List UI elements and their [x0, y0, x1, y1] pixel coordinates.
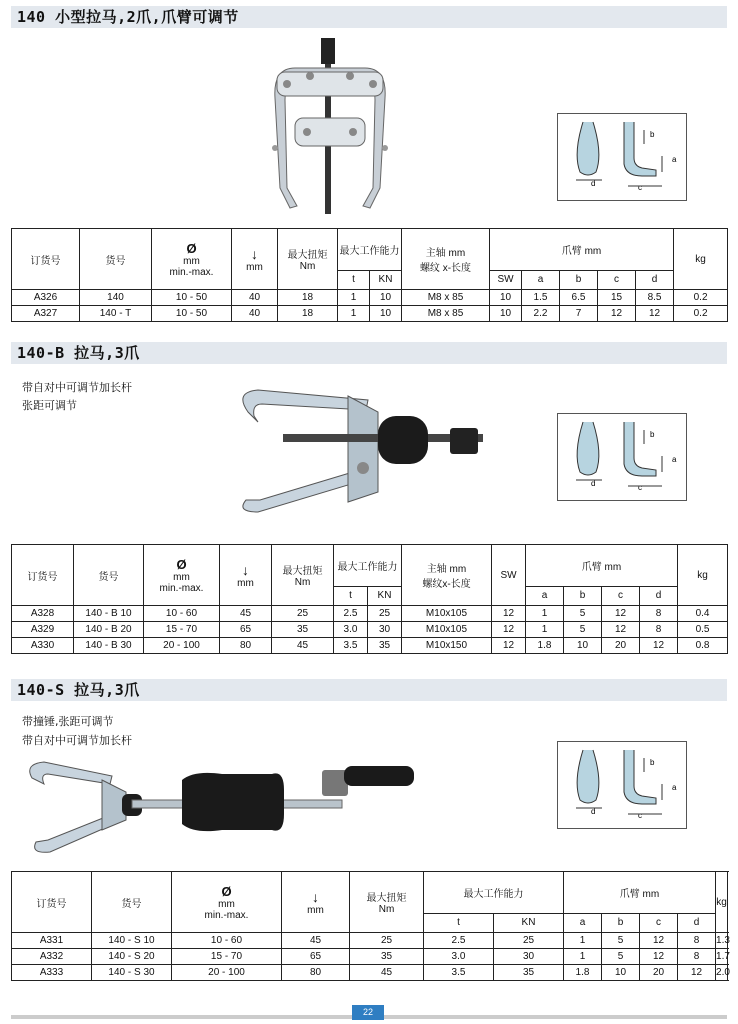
- page-number: 22: [352, 1005, 384, 1020]
- note-line: 带自对中可调节加长杆: [22, 734, 132, 747]
- header-arm: 爪臂 mm: [490, 229, 674, 271]
- table-row: [12, 638, 728, 654]
- table-cell: 80: [220, 638, 272, 654]
- header-capacity: 最大工作能力: [338, 229, 402, 271]
- header-length: [232, 229, 278, 290]
- note-line: 带撞锤,张距可调节: [22, 715, 114, 728]
- table-cell: 45: [282, 933, 350, 949]
- header-kg: kg: [674, 229, 728, 290]
- table-cell: 2.2: [522, 306, 560, 322]
- header-order: 订货号: [12, 872, 92, 933]
- section-title-140b: 140-B 拉马,3爪: [11, 342, 727, 364]
- table-cell: 18: [278, 306, 338, 322]
- table-cell: 12: [602, 606, 640, 622]
- table-row: [12, 933, 728, 949]
- section-title-140: 140 小型拉马,2爪,爪臂可调节: [11, 6, 727, 28]
- diagram-label-d: d: [591, 807, 596, 816]
- table-cell: 10: [490, 306, 522, 322]
- table-cell: 10 - 50: [152, 290, 232, 306]
- table-row: [12, 949, 728, 965]
- table-cell: 140 - S 20: [92, 949, 172, 965]
- spec-table-140s: [11, 871, 728, 981]
- table-cell: 140 - S 30: [92, 965, 172, 981]
- table-cell: 35: [350, 949, 424, 965]
- down-arrow-icon: ↓: [312, 888, 319, 905]
- table-cell: 140 - B 20: [74, 622, 144, 638]
- diameter-symbol: Ø: [221, 883, 232, 899]
- table-cell: A328: [12, 606, 74, 622]
- table-cell: 40: [232, 306, 278, 322]
- header-arm: 爪臂 mm: [564, 872, 716, 914]
- header-diameter: [152, 229, 232, 290]
- header-torque: 最大扭矩 Nm: [272, 545, 334, 606]
- jaw-dimension-diagram-1: [557, 113, 687, 201]
- table-cell: t: [424, 913, 494, 932]
- table-cell: 2.5: [424, 933, 494, 949]
- table-cell: 35: [368, 638, 402, 654]
- table-cell: 15: [598, 290, 636, 306]
- header-order: 订货号: [12, 229, 80, 290]
- table-cell: 20 - 100: [144, 638, 220, 654]
- diameter-symbol: Ø: [176, 556, 187, 572]
- section-title-140s: 140-S 拉马,3爪: [11, 679, 727, 701]
- slide-hammer-puller-image: [22, 750, 422, 858]
- header-order: 订货号: [12, 545, 74, 606]
- table-cell: 8: [640, 606, 678, 622]
- diagram-label-b: b: [650, 430, 655, 439]
- table-cell: A327: [12, 306, 80, 322]
- note-line: 张距可调节: [22, 399, 77, 412]
- table-cell: 1.7: [716, 949, 728, 965]
- table-cell: 140 - B 10: [74, 606, 144, 622]
- table-cell: 1: [564, 949, 602, 965]
- table-cell: 140: [80, 290, 152, 306]
- header-capacity: 最大工作能力: [424, 872, 564, 914]
- table-cell: 10: [564, 638, 602, 654]
- table-cell: 12: [598, 306, 636, 322]
- table-cell: 0.2: [674, 290, 728, 306]
- table-cell: d: [678, 913, 716, 932]
- table-cell: 1: [526, 622, 564, 638]
- table-cell: c: [640, 913, 678, 932]
- table-cell: 12: [640, 638, 678, 654]
- diagram-label-a: a: [672, 783, 677, 792]
- table-cell: 10: [490, 290, 522, 306]
- table-cell: 10 - 60: [144, 606, 220, 622]
- table-cell: 0.2: [674, 306, 728, 322]
- table-cell: 1: [338, 306, 370, 322]
- diagram-label-b: b: [650, 758, 655, 767]
- table-cell: d: [640, 586, 678, 605]
- table-row: [12, 290, 728, 306]
- header-spindle: 主轴 mm 螺纹x-长度: [402, 545, 492, 606]
- table-cell: 6.5: [560, 290, 598, 306]
- table-cell: 3.0: [424, 949, 494, 965]
- table-cell: A333: [12, 965, 92, 981]
- table-cell: KN: [370, 270, 402, 289]
- table-cell: 20: [602, 638, 640, 654]
- table-cell: KN: [368, 586, 402, 605]
- table-cell: b: [602, 913, 640, 932]
- diagram-label-c: c: [638, 811, 642, 820]
- table-cell: d: [636, 270, 674, 289]
- table-cell: M8 x 85: [402, 290, 490, 306]
- table-cell: 140 - T: [80, 306, 152, 322]
- table-cell: 65: [282, 949, 350, 965]
- table-cell: 1: [526, 606, 564, 622]
- header-diameter: Ø mm min.-max.: [172, 872, 282, 933]
- header-part: 货号: [92, 872, 172, 933]
- down-arrow-icon: ↓: [251, 245, 258, 262]
- header-length-unit: mm: [246, 261, 263, 273]
- header-minmax: min.-max.: [169, 266, 214, 278]
- table-cell: A326: [12, 290, 80, 306]
- table-cell: KN: [494, 913, 564, 932]
- table-cell: 20: [640, 965, 678, 981]
- table-cell: 15 - 70: [172, 949, 282, 965]
- table-cell: c: [602, 586, 640, 605]
- header-sw: SW: [492, 545, 526, 606]
- table-row: [12, 306, 728, 322]
- header-arm: 爪臂 mm: [526, 545, 678, 587]
- table-cell: 12: [492, 622, 526, 638]
- table-cell: 2.0: [716, 965, 728, 981]
- table-cell: 65: [220, 622, 272, 638]
- table-cell: M10x105: [402, 606, 492, 622]
- table-cell: 45: [350, 965, 424, 981]
- table-cell: 5: [564, 622, 602, 638]
- table-cell: 1.8: [564, 965, 602, 981]
- diameter-symbol: Ø: [186, 240, 197, 256]
- table-cell: b: [564, 586, 602, 605]
- table-cell: 12: [636, 306, 674, 322]
- table-cell: 10: [370, 290, 402, 306]
- table-cell: 20 - 100: [172, 965, 282, 981]
- jaw-dimension-diagram-3: [557, 741, 687, 829]
- table-cell: 12: [602, 622, 640, 638]
- header-kg: kg: [716, 872, 728, 933]
- table-cell: 12: [640, 949, 678, 965]
- table-cell: 12: [678, 965, 716, 981]
- table-cell: 140 - B 30: [74, 638, 144, 654]
- table-cell: 10 - 60: [172, 933, 282, 949]
- table-cell: 12: [492, 638, 526, 654]
- diagram-label-d: d: [591, 179, 596, 188]
- header-part: 货号: [74, 545, 144, 606]
- table-cell: 5: [602, 949, 640, 965]
- table-cell: 2.5: [334, 606, 368, 622]
- table-cell: 5: [602, 933, 640, 949]
- note-line: 带自对中可调节加长杆: [22, 381, 132, 394]
- table-cell: M8 x 85: [402, 306, 490, 322]
- table-cell: 25: [350, 933, 424, 949]
- table-row: [12, 622, 728, 638]
- header-kg: kg: [678, 545, 728, 606]
- diagram-label-d: d: [591, 479, 596, 488]
- table-cell: 30: [494, 949, 564, 965]
- table-cell: 25: [494, 933, 564, 949]
- table-cell: A331: [12, 933, 92, 949]
- table-row: [12, 965, 728, 981]
- diagram-label-a: a: [672, 455, 677, 464]
- table-cell: SW: [490, 270, 522, 289]
- table-cell: 25: [272, 606, 334, 622]
- header-part: 货号: [80, 229, 152, 290]
- table-cell: b: [560, 270, 598, 289]
- header-torque: 最大扭矩 Nm: [278, 229, 338, 290]
- table-cell: 25: [368, 606, 402, 622]
- table-cell: 8: [640, 622, 678, 638]
- jaw-dimension-diagram-2: [557, 413, 687, 501]
- table-cell: 35: [272, 622, 334, 638]
- table-cell: 15 - 70: [144, 622, 220, 638]
- table-cell: 12: [640, 933, 678, 949]
- table-cell: 10: [602, 965, 640, 981]
- table-cell: 8.5: [636, 290, 674, 306]
- diagram-label-a: a: [672, 155, 677, 164]
- table-cell: 1.8: [526, 638, 564, 654]
- table-cell: 5: [564, 606, 602, 622]
- table-cell: 3.5: [334, 638, 368, 654]
- table-cell: M10x150: [402, 638, 492, 654]
- table-cell: 30: [368, 622, 402, 638]
- header-capacity: 最大工作能力: [334, 545, 402, 587]
- table-cell: 10: [370, 306, 402, 322]
- three-jaw-puller-image: [228, 382, 488, 518]
- table-cell: 45: [220, 606, 272, 622]
- table-cell: A332: [12, 949, 92, 965]
- down-arrow-icon: ↓: [242, 561, 249, 578]
- table-cell: 0.8: [678, 638, 728, 654]
- header-diameter: Ø mm min.-max.: [144, 545, 220, 606]
- diagram-label-c: c: [638, 483, 642, 492]
- header-length: ↓ mm: [220, 545, 272, 606]
- table-cell: 1.3: [716, 933, 728, 949]
- table-cell: a: [526, 586, 564, 605]
- table-cell: t: [338, 270, 370, 289]
- table-cell: 3.0: [334, 622, 368, 638]
- header-spindle: 主轴 mm 螺纹 x-长度: [402, 229, 490, 290]
- table-cell: 7: [560, 306, 598, 322]
- header-length: ↓ mm: [282, 872, 350, 933]
- table-cell: 140 - S 10: [92, 933, 172, 949]
- table-cell: A329: [12, 622, 74, 638]
- table-cell: t: [334, 586, 368, 605]
- table-cell: 1: [338, 290, 370, 306]
- table-cell: 0.5: [678, 622, 728, 638]
- table-cell: a: [564, 913, 602, 932]
- table-cell: 12: [492, 606, 526, 622]
- spec-table-140: [11, 228, 728, 322]
- table-cell: 3.5: [424, 965, 494, 981]
- table-cell: 45: [272, 638, 334, 654]
- diagram-label-c: c: [638, 183, 642, 192]
- table-cell: 1: [564, 933, 602, 949]
- table-cell: c: [598, 270, 636, 289]
- table-row: [12, 606, 728, 622]
- table-cell: 8: [678, 933, 716, 949]
- table-cell: 40: [232, 290, 278, 306]
- table-cell: 35: [494, 965, 564, 981]
- table-cell: 80: [282, 965, 350, 981]
- header-torque: 最大扭矩 Nm: [350, 872, 424, 933]
- table-cell: a: [522, 270, 560, 289]
- table-cell: 1.5: [522, 290, 560, 306]
- spec-table-140b: [11, 544, 728, 654]
- diagram-label-b: b: [650, 130, 655, 139]
- header-mm: mm: [183, 255, 200, 267]
- table-cell: 10 - 50: [152, 306, 232, 322]
- table-cell: M10x105: [402, 622, 492, 638]
- two-jaw-puller-image: [255, 38, 405, 218]
- table-cell: 0.4: [678, 606, 728, 622]
- table-cell: 8: [678, 949, 716, 965]
- table-cell: A330: [12, 638, 74, 654]
- table-cell: 18: [278, 290, 338, 306]
